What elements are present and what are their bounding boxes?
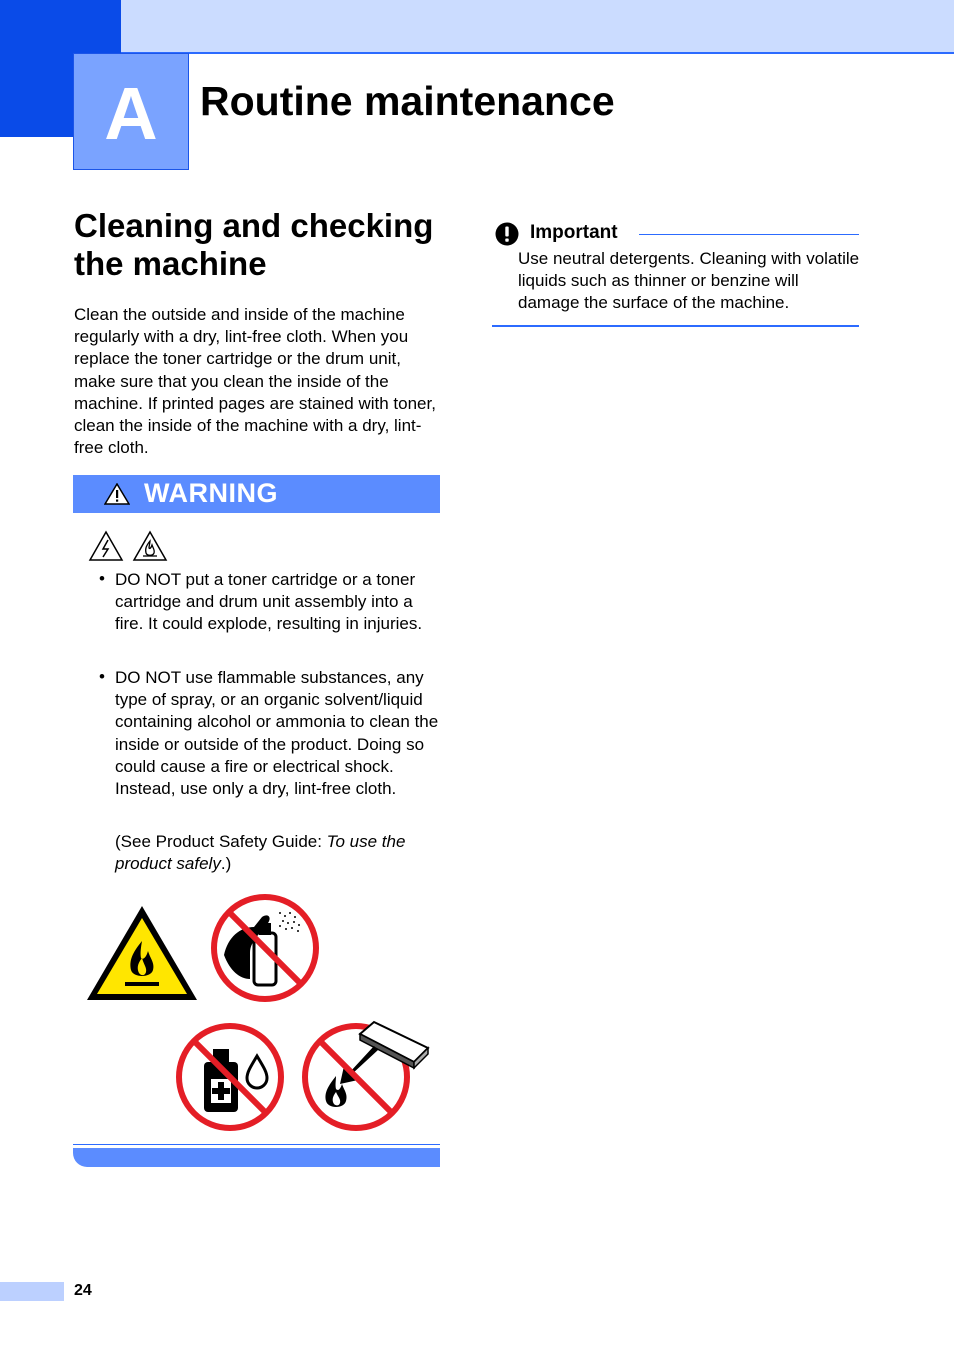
chapter-letter: A bbox=[104, 71, 158, 155]
warning-label: WARNING bbox=[144, 478, 278, 508]
no-alcohol-icon bbox=[175, 1022, 285, 1132]
warning-bullet-1: DO NOT put a toner cartridge or a toner cartridge and drum unit assembly into a fire. It could explode, resulting in injuries. bbox=[115, 570, 423, 634]
no-spray-icon bbox=[210, 893, 320, 1003]
reference-title: To use the product safely bbox=[115, 832, 406, 874]
important-text: Use neutral detergents. Cleaning with volatile liquids such as thinner or benzine will damage the surface of the machine. bbox=[518, 249, 860, 313]
header-band bbox=[121, 0, 954, 54]
no-fire-disposal-icon bbox=[300, 1018, 430, 1133]
page-number: 24 bbox=[74, 1282, 92, 1299]
intro-paragraph: Clean the outside and inside of the machine regularly with a dry, lint-free cloth. When you replace the toner cartridge or the drum unit, make sure that you clean the inside of the machine. If printed pages are stained with toner, clean the inside of the machine with a dry, lint-free cloth. bbox=[74, 305, 436, 458]
reference-suffix: .) bbox=[220, 854, 232, 874]
chapter-title: Routine maintenance bbox=[200, 78, 615, 124]
warning-bullet-2: DO NOT use flammable substances, any type of spray, or an organic solvent/liquid containing alcohol or ammonia to clean the inside or outside of the product. Doing so could cause a fire or electrical shock. Instead, use only a dry, lint-free cloth. bbox=[115, 668, 439, 799]
footer-tab bbox=[0, 1282, 64, 1301]
bullet-marker: • bbox=[99, 667, 105, 686]
important-label: Important bbox=[530, 222, 618, 243]
warning-triangle-icon bbox=[104, 483, 130, 505]
section-title: Cleaning and checking the machine bbox=[74, 207, 434, 282]
fire-hazard-icon bbox=[132, 530, 168, 562]
electrical-hazard-icon bbox=[88, 530, 124, 562]
bullet-marker: • bbox=[99, 569, 105, 588]
important-icon bbox=[495, 222, 519, 246]
reference-prefix: (See Product Safety Guide: bbox=[115, 832, 327, 851]
important-end-rule bbox=[492, 325, 859, 327]
flammable-warning-icon bbox=[85, 903, 200, 1003]
important-rule bbox=[639, 234, 859, 235]
warning-end-rule bbox=[73, 1144, 440, 1145]
safety-guide-reference bbox=[115, 831, 443, 875]
chapter-badge bbox=[73, 53, 189, 170]
warning-end-bar bbox=[73, 1148, 440, 1167]
